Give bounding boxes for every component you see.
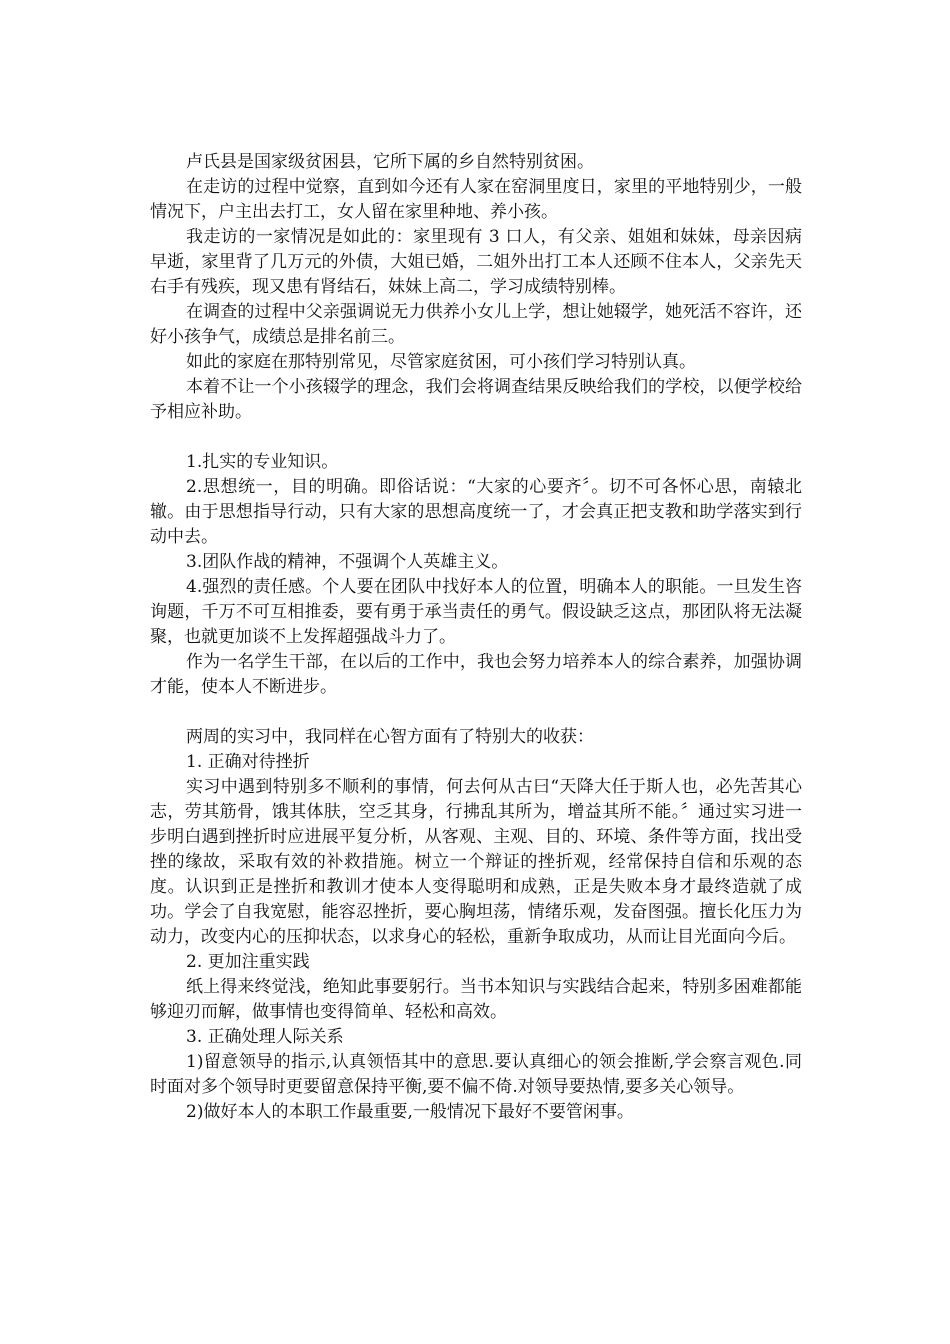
paragraph: 两周的实习中，我同样在心智方面有了特别大的收获： (186, 727, 594, 747)
subheading: 1. 正确对待挫折 (186, 752, 310, 772)
paragraph: 在走访的过程中觉察，直到如今还有人家在窑洞里度日，家里的平地特别少，一般情况下，户主出去打工，女人留在家里种地、养小孩。 (150, 177, 802, 222)
paragraph: 卢氏县是国家级贫困县，它所下属的乡自然特别贫困。 (186, 152, 594, 172)
subheading: 3. 正确处理人际关系 (186, 1027, 344, 1047)
section-poverty-survey (150, 150, 802, 425)
paragraph: 纸上得来终觉浅，绝知此事要躬行。当书本知识与实践结合起来，特别多困难都能够迎刃而解，做事情也变得简单、轻松和高效。 (150, 977, 802, 1022)
paragraph: 实习中遇到特别多不顺利的事情，何去何从古曰“天降大任于斯人也，必先苦其心志，劳其筋骨，饿其体肤，空乏其身，行拂乱其所为，增益其所不能。〞通过实习进一步明白遇到挫折时应进展平复分析，从客观、主观、目的、环境、条件等方面，找出受挫的缘故，采取有效的补救措施。树立一个辩证的挫折观，经常保持自信和乐观的态度。认识到正是挫折和教训才使本人变得聪明和成熟，正是失败本身才最终造就了成功。学会了自我宽慰，能容忍挫折，要心胸坦荡，情绪乐观，发奋图强。擅长化压力为动力，改变内心的压抑状态，以求身心的轻松，重新争取成功，从而让目光面向今后。 (150, 777, 802, 947)
list-item: 2.思想统一，目的明确。即俗话说：“大家的心要齐〞。切不可各怀心思，南辕北辙。由于思想指导行动，只有大家的思想高度统一了，才会真正把支教和助学落实到行动中去。 (150, 477, 802, 547)
section-internship-gains (150, 725, 802, 1125)
section-team-qualities (150, 450, 802, 700)
section-gap (150, 700, 802, 725)
section-gap (150, 425, 802, 450)
subheading: 2. 更加注重实践 (186, 952, 310, 972)
paragraph: 本着不让一个小孩辍学的理念，我们会将调查结果反映给我们的学校，以便学校给予相应补助。 (150, 377, 802, 422)
paragraph: 如此的家庭在那特别常见，尽管家庭贫困，可小孩们学习特别认真。 (186, 352, 696, 372)
document-page (150, 150, 802, 1125)
paragraph: 作为一名学生干部，在以后的工作中，我也会努力培养本人的综合素养，加强协调才能，使本人不断进步。 (150, 652, 802, 697)
paragraph: 1)留意领导的指示,认真领悟其中的意思.要认真细心的领会推断,学会察言观色.同时面对多个领导时更要留意保持平衡,要不偏不倚.对领导要热情,要多关心领导。 (150, 1052, 802, 1097)
list-item: 4.强烈的责任感。个人要在团队中找好本人的位置，明确本人的职能。一旦发生咨询题，千万不可互相推委，要有勇于承当责任的勇气。假设缺乏这点，那团队将无法凝聚，也就更加谈不上发挥超强战斗力了。 (150, 577, 802, 647)
list-item: 3.团队作战的精神，不强调个人英雄主义。 (186, 552, 509, 572)
paragraph: 在调查的过程中父亲强调说无力供养小女儿上学，想让她辍学，她死活不容许，还好小孩争气，成绩总是排名前三。 (150, 302, 802, 347)
paragraph: 我走访的一家情况是如此的：家里现有 3 口人，有父亲、姐姐和妹妹，母亲因病早逝，家里背了几万元的外债，大姐已婚，二姐外出打工本人还顾不住本人，父亲先天右手有残疾，现又患有肾结石，妹妹上高二，学习成绩特别棒。 (150, 227, 802, 297)
paragraph: 2)做好本人的本职工作最重要,一般情况下最好不要管闲事。 (186, 1102, 634, 1122)
list-item: 1.扎实的专业知识。 (186, 452, 339, 472)
